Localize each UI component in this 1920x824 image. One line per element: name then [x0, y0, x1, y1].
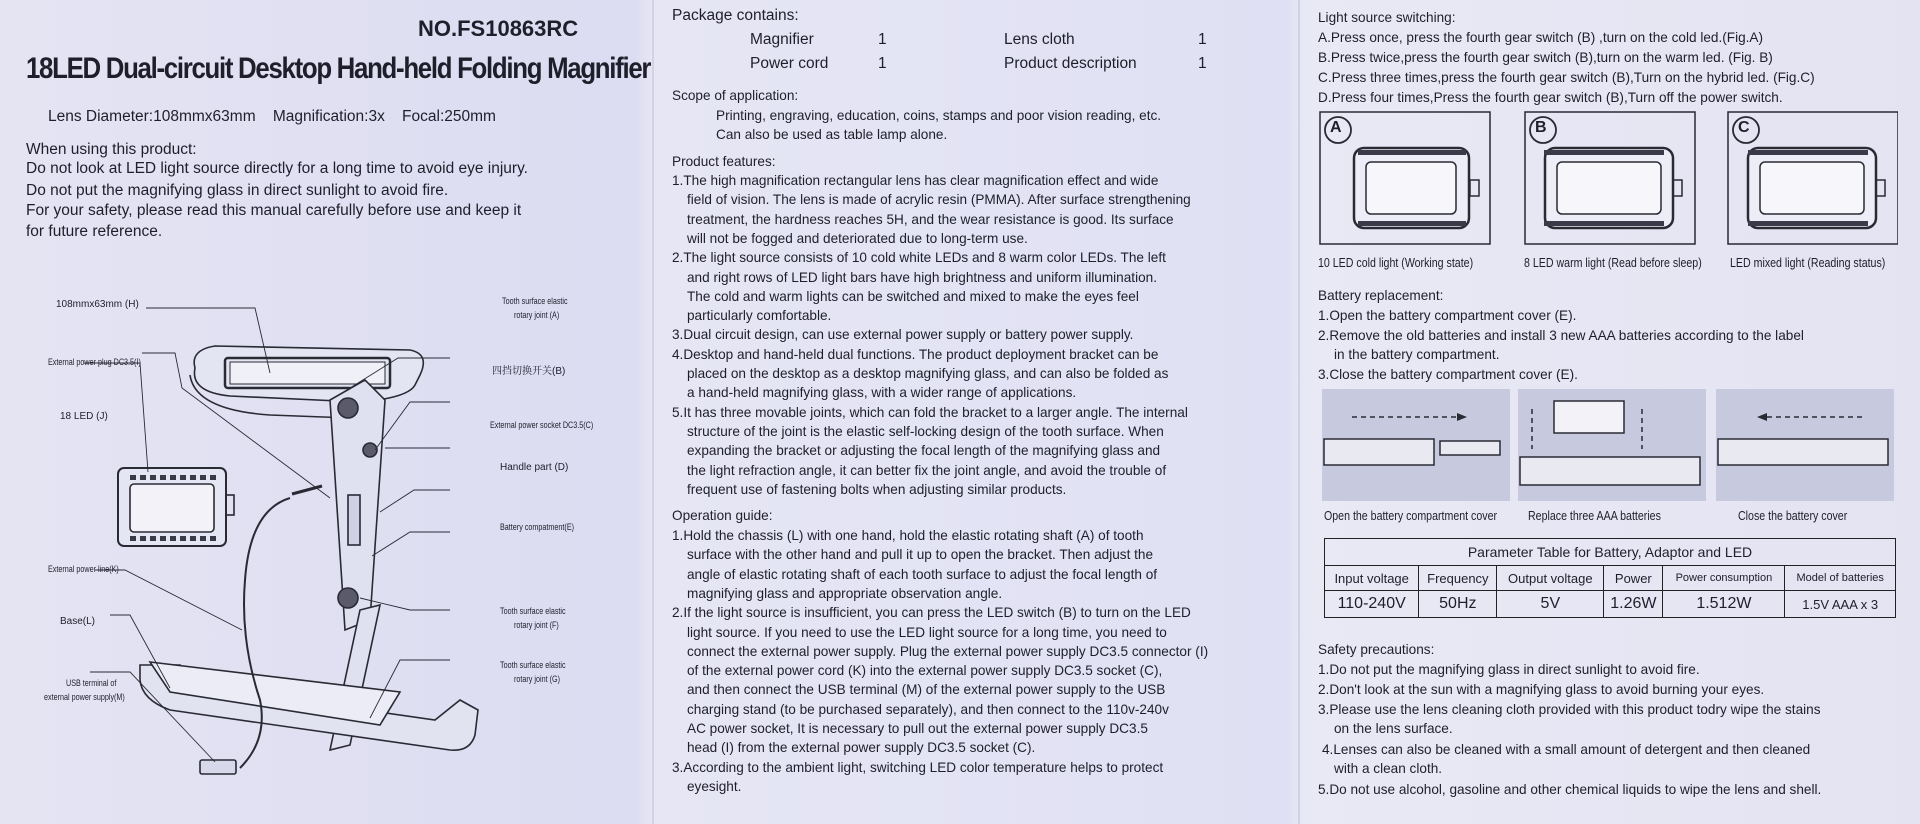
operation-line: of the external power cord (K) into the external power supply DC3.5 socket (C), — [687, 663, 1163, 679]
operation-line: surface with the other hand and pull it up to open the bracket. Then adjust the — [687, 547, 1154, 563]
safety-item: 1.Do not put the magnifying glass in direct sunlight to avoid fire. — [1318, 662, 1700, 677]
label-joint-a-2: rotary joint (A) — [514, 310, 560, 320]
scope-heading: Scope of application: — [672, 88, 799, 103]
table-header: Power consumption — [1663, 566, 1785, 591]
product-specs: Lens Diameter:108mmx63mm Magnification:3x Focal:250mm — [48, 108, 496, 125]
operation-line: head (I) from the external power supply DC3.5 socket (C). — [687, 740, 1036, 756]
label-joint-g-2: rotary joint (G) — [514, 674, 561, 684]
fold-line — [1298, 0, 1300, 824]
operation-heading: Operation guide: — [672, 508, 773, 523]
safety-item: 4.Lenses can also be cleaned with a small amount of detergent and then cleaned — [1322, 742, 1811, 757]
label-socket-c: External power socket DC3.5(C) — [490, 420, 594, 430]
package-item: Product description — [1004, 55, 1137, 72]
feature-line: the light refraction angle, it can better fix the joint angle, and avoid the trouble of — [687, 462, 1167, 478]
label-usb-terminal-2: external power supply(M) — [44, 692, 125, 702]
table-cell: 1.512W — [1663, 591, 1785, 618]
feature-line: will not be fogged and deteriorated due to long-term use. — [687, 230, 1028, 246]
figure-caption-b: 8 LED warm light (Read before sleep) — [1524, 256, 1702, 270]
label-external-plug: External power plug DC3.5(I) — [48, 357, 141, 367]
operation-line: 2.If the light source is insufficient, you can press the LED switch (B) to turn on the LED — [672, 605, 1191, 621]
safety-item: 3.Please use the lens cleaning cloth provided with this product todry wipe the stains — [1318, 702, 1821, 717]
led-figures — [1318, 110, 1898, 250]
package-item: Magnifier — [750, 31, 814, 48]
feature-line: placed on the desktop as a desktop magnifying glass, and can also be folded as — [687, 366, 1169, 381]
battery-step: 1.Open the battery compartment cover (E). — [1318, 308, 1577, 323]
safety-item: with a clean cloth. — [1334, 761, 1443, 776]
switching-step: A.Press once, press the fourth gear switch (B) ,turn on the cold led.(Fig.A) — [1318, 30, 1764, 45]
package-qty: 1 — [878, 55, 887, 72]
battery-step: 3.Close the battery compartment cover (E). — [1318, 367, 1578, 382]
battery-heading: Battery replacement: — [1318, 288, 1444, 303]
feature-line: particularly comfortable. — [687, 308, 832, 324]
feature-line: structure of the joint is the elastic self-locking design of the tooth surface. When — [687, 423, 1164, 439]
battery-step: 2.Remove the old batteries and install 3 new AAA batteries according to the label — [1318, 328, 1804, 343]
label-external-line: External power line(K) — [48, 564, 119, 574]
table-cell: 110-240V — [1325, 591, 1419, 618]
table-header: Model of batteries — [1785, 566, 1896, 591]
feature-line: 3.Dual circuit design, can use external power supply or battery power supply. — [672, 327, 1134, 343]
safety-item: on the lens surface. — [1334, 721, 1453, 736]
feature-line: frequent use of fastening bolts when adjusting similar products. — [687, 481, 1067, 497]
operation-line: AC power socket, It is necessary to pull out the external power supply DC3.5 — [687, 721, 1148, 736]
figure-caption-a: 10 LED cold light (Working state) — [1318, 256, 1474, 270]
label-joint-g: Tooth surface elastic — [500, 660, 566, 670]
feature-line: 5.It has three movable joints, which can fold the bracket to a larger angle. The internal — [672, 404, 1188, 420]
feature-line: The cold and warm lights can be switched and mixed to make the eyes feel — [687, 288, 1139, 304]
label-joint-f: Tooth surface elastic — [500, 606, 566, 616]
package-item: Lens cloth — [1004, 31, 1075, 48]
table-cell: 50Hz — [1419, 591, 1497, 618]
safety-item: 2.Don't look at the sun with a magnifying glass to avoid burning your eyes. — [1318, 682, 1765, 697]
operation-line: light source. If you need to use the LED light source for a long time, you need to — [687, 624, 1167, 640]
label-lens-size: 108mmx63mm (H) — [56, 299, 139, 310]
label-joint-a: Tooth surface elastic — [502, 296, 568, 306]
label-usb-terminal: USB terminal of — [66, 678, 117, 688]
table-cell: 5V — [1497, 591, 1604, 618]
operation-line: magnifying glass and appropriate observation angle. — [687, 585, 1003, 601]
table-header: Output voltage — [1497, 566, 1604, 591]
feature-line: expanding the bracket or adjusting the focal length of the magnifying glass and — [687, 443, 1161, 459]
switching-step: C.Press three times,press the fourth gear switch (B),Turn on the hybrid led. (Fig.C) — [1318, 70, 1815, 85]
safety-heading: Safety precautions: — [1318, 642, 1435, 657]
package-item: Power cord — [750, 55, 829, 72]
photo-caption: Close the battery cover — [1738, 509, 1848, 523]
figure-letter-c: C — [1738, 119, 1750, 136]
switching-step: B.Press twice,press the fourth gear switch (B),turn on the warm led. (Fig. B) — [1318, 50, 1773, 65]
features-heading: Product features: — [672, 154, 776, 169]
feature-line: field of vision. The lens is made of acrylic resin (PMMA). After surface strengthening — [687, 192, 1191, 208]
operation-line: charging stand (to be purchased separately), and then connect to the 110v-240v — [687, 701, 1169, 717]
safety-item: 5.Do not use alcohol, gasoline and other chemical liquids to wipe the lens and shell. — [1318, 782, 1822, 797]
table-header: Power — [1604, 566, 1663, 591]
scope-line: Can also be used as table lamp alone. — [716, 127, 948, 142]
photo-caption: Replace three AAA batteries — [1528, 509, 1661, 523]
battery-step: in the battery compartment. — [1334, 347, 1500, 362]
photo-caption: Open the battery compartment cover — [1324, 509, 1498, 523]
switching-heading: Light source switching: — [1318, 10, 1456, 25]
table-cell: 1.5V AAA x 3 — [1785, 591, 1896, 618]
figure-letter-a: A — [1330, 119, 1342, 136]
operation-line: and then connect the USB terminal (M) of the external power supply to the USB — [687, 682, 1166, 698]
switching-step: D.Press four times,Press the fourth gear switch (B),Turn off the power switch. — [1318, 90, 1783, 105]
model-number: NO.FS10863RC — [418, 16, 579, 41]
table-cell: 1.26W — [1604, 591, 1663, 618]
label-18-led: 18 LED (J) — [60, 411, 108, 422]
feature-line: 1.The high magnification rectangular lens has clear magnification effect and wide — [672, 173, 1159, 188]
operation-line: connect the external power supply. Plug the external power supply DC3.5 connector (I) — [687, 643, 1209, 659]
feature-line: and right rows of LED light bars have high brightness and uniform illumination. — [687, 269, 1157, 285]
package-qty: 1 — [1198, 31, 1207, 48]
table-header: Frequency — [1419, 566, 1497, 591]
table-header: Input voltage — [1325, 566, 1419, 591]
feature-line: a hand-held magnifying glass, with a wider range of applications. — [687, 385, 1077, 401]
operation-line: eyesight. — [687, 778, 742, 794]
feature-line: treatment, the hardness reaches 5H, and the wear resistance is good. Its surface — [687, 211, 1174, 227]
scope-line: Printing, engraving, education, coins, stamps and poor vision reading, etc. — [716, 108, 1162, 123]
package-qty: 1 — [878, 31, 887, 48]
label-switch-b: 四挡切换开关(B) — [492, 366, 566, 377]
label-battery-e: Battery compatment(E) — [500, 522, 575, 532]
feature-line: 2.The light source consists of 10 cold white LEDs and 8 warm color LEDs. The left — [672, 250, 1166, 266]
operation-line: angle of elastic rotating shaft of each tooth surface to adjust the focal length of — [687, 566, 1158, 582]
operation-line: 3.According to the ambient light, switching LED color temperature helps to protect — [672, 759, 1164, 775]
instruction-sheet: NO.FS10863RC 18LED Dual-circuit Desktop Hand-held Folding Magnifier Lens Diameter:108mmx63mm Magnification:3x Focal:250mm When using this product: Do not look at LED light source directly for a long time to avoid eye injury. Do not put the magnifying glass in direct sunlight to avoid fire. For your safety, please read this manual carefully before use and keep it for future reference. 108mmx63mm (H) External power plug DC3.5(I) 18 LED (J) External power line(K) Base(L) USB terminal of external power supply(M) Tooth surface elastic rotary joint (A) 四挡切换开关(B) External power socket DC3.5(C) Handle part (D) Battery compatment(E) Tooth surface elastic rotary joint (F) Tooth surface elastic rotary joint (G) Package contains: Magnifier 1 Power cord 1 Lens cloth 1 Product description 1 Scope of application: Printing, engraving, education, coins, stamps and poor vision reading, etc. Can also be used as table lamp alone. Product features: 1.The high magnification rectangular lens has clear magnification effect and wide field of vision. The lens is made of acrylic resin (PMMA). After surface strengthening treatment, the hardness reaches 5H, and the wear resistance is good. Its surface will not be fogged and deteriorated due to long-term use. 2.The light source consists of 10 cold white LEDs and 8 warm color LEDs. The left and right rows of LED light bars have high brightness and uniform illumination. The cold and warm lights can be switched and mixed to make the eyes feel particularly comfortable. 3.Dual circuit design, can use external power supply or battery power supply. 4.Desktop and hand-held dual functions. The product deployment bracket can be placed on the desktop as a desktop magnifying glass, and can also be folded as a hand-held magnifying glass, with a wider range of applications. 5.It has three movable joints, which can fold the bracket to a larger angle. The internal structure of the joint is the elastic self-locking design of the tooth surface. When expanding the bracket or adjusting the focal length of the magnifying glass and the light refraction angle, it can better fix the joint angle, and avoid the trouble of frequent use of fastening bolts when adjusting similar products. Operation guide: 1.Hold the chassis (L) with one hand, hold the elastic rotating shaft (A) of tooth surface with the other hand and pull it up to open the bracket. Then adjust the angle of elastic rotating shaft of each tooth surface to adjust the focal length of magnifying glass and appropriate observation angle. 2.If the light source is insufficient, you can press the LED switch (B) to turn on the LED light source. If you need to use the LED light source for a long time, you need to connect the external power supply. Plug the external power supply DC3.5 connector (I) of the external power cord (K) into the external power supply DC3.5 socket (C), and then connect the USB terminal (M) of the external power supply to the USB charging stand (to be purchased separately), and then connect to the 110v-240v AC power socket, It is necessary to pull out the external power supply DC3.5 head (I) from the external power supply DC3.5 socket (C). 3.According to the ambient light, switching LED color temperature helps to protect eyesight. Light source switching: A.Press once, press the fourth gear switch (B) ,turn on the cold led.(Fig.A) B.Press twice,press the fourth gear switch (B),turn on the warm led. (Fig. B) C.Press three times,press the fourth gear switch (B),Turn on the hybrid led. (Fig.C) D.Press four times,Press the fourth gear switch (B),Turn off the power switch. A B C 10 LED cold light (Working state) 8 LED warm light (Read before sleep) LED mixed light (Reading status) Battery replacement: 1.Open the battery compartment cover (E). 2.Remove the old batteries and install 3 new AAA batteries according to the label in the battery compartment. 3.Close the battery compartment cover (E). Open the battery compartment cover Replace three AAA batteries Close the battery cover Parameter Table for Battery, Adaptor and LED Input voltage Frequency Output voltage Power Power consumption Model of batteries 110-240V 50Hz 5V 1.26W 1.512W 1.5V AAA x 3 Safety precautions: 1.Do not put the magnifying glass in direct sunlight to avoid fire. 2.Don't look at the sun with a magnifying glass to avoid burning your eyes. 3.Please use the lens cleaning cloth provided with this product todry wipe the stains on the lens surface. 4.Lenses can also be cleaned with a small amount of detergent and then cleaned with a clean cloth. 5.Do not use alcohol, gasoline and other chemical liquids to wipe the lens and shell. — [0, 0, 1920, 824]
figure-letter-b: B — [1535, 119, 1547, 136]
label-handle-d: Handle part (D) — [500, 462, 569, 473]
feature-line: 4.Desktop and hand-held dual functions. The product deployment bracket can be — [672, 346, 1159, 362]
package-heading: Package contains: — [672, 7, 799, 24]
product-title: 18LED Dual-circuit Desktop Hand-held Folding Magnifier — [26, 52, 651, 85]
table-title: Parameter Table for Battery, Adaptor and LED — [1325, 539, 1896, 566]
figure-caption-c: LED mixed light (Reading status) — [1730, 256, 1886, 270]
battery-photos — [1322, 389, 1894, 501]
operation-line: 1.Hold the chassis (L) with one hand, hold the elastic rotating shaft (A) of tooth — [672, 528, 1144, 543]
parameter-table — [1324, 538, 1896, 618]
fold-line — [652, 0, 654, 824]
package-qty: 1 — [1198, 55, 1207, 72]
label-base: Base(L) — [60, 616, 96, 627]
label-joint-f-2: rotary joint (F) — [514, 620, 559, 630]
